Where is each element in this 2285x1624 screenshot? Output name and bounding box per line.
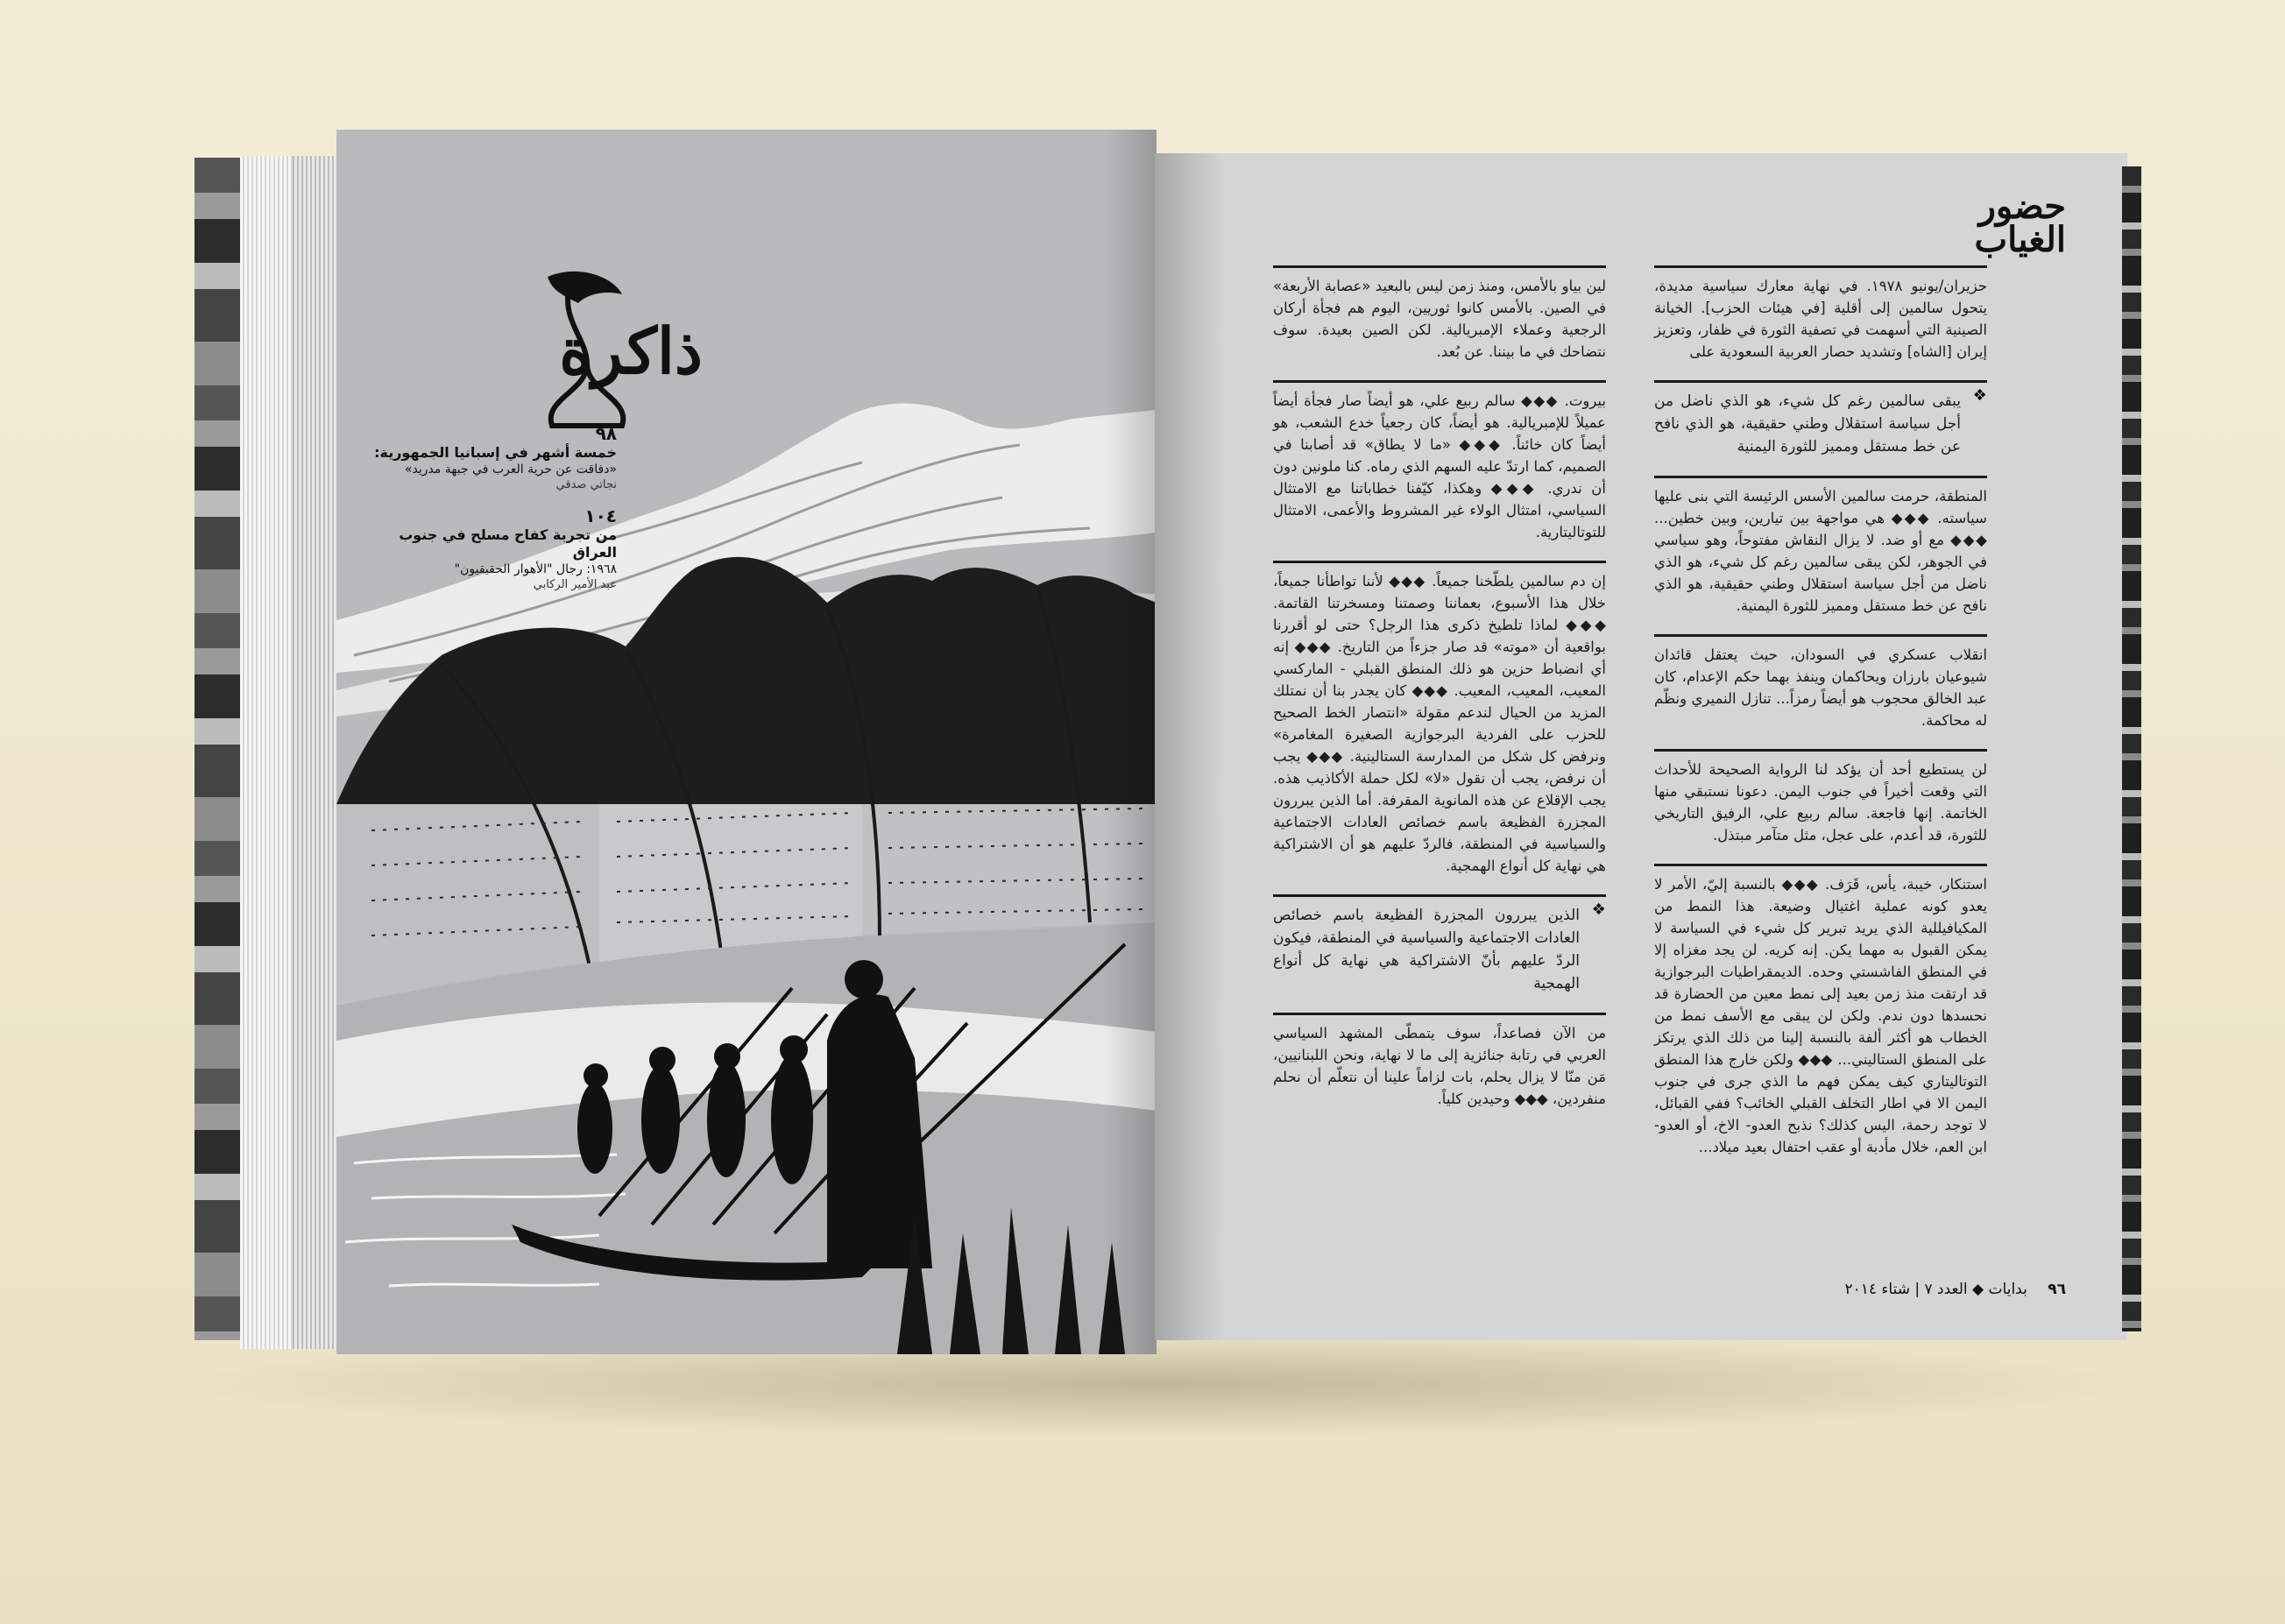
toc-subtitle: ١٩٦٨: رجال "الأهوار الحقيقيون" (454, 562, 617, 576)
right-page (1155, 153, 2127, 1340)
text-block (1654, 476, 1987, 617)
gutter-shadow (1155, 153, 1225, 1340)
toc-subtitle: «دفاقت عن حرية العرب في جبهة مدريد» (404, 462, 617, 477)
pull-quote (1654, 380, 1987, 458)
section-logo-text: ذاكرة (559, 314, 703, 388)
toc-author: عبد الأمير الركابي (533, 578, 617, 591)
toc-item[interactable] (354, 505, 617, 593)
text-block (1654, 634, 1987, 731)
section-title (1891, 186, 2066, 260)
toc-item[interactable] (354, 423, 617, 493)
quote-text: ❖ الذين يبررون المجزرة الفظيعة باسم خصائص العادات الاجتماعية والسياسية في المنطقة، فيكون الردّ عليهم بأنّ الاشتراكية هي نهاية كل أنواع الهمجية (1273, 907, 1580, 992)
toc-author: نجاتي صدقي (555, 478, 617, 491)
article-column-right (1654, 265, 1987, 1176)
paragraph: بيروت. ◆◆◆ سالم ربيع علي، هو أيضاً صار فجأة أيضاً عميلاً للإمبريالية. هو أيضاً، كان رجعياً خدع الشعب، هو أيضاً كان خائناً. ◆◆◆ «ما لا يطاق» قد أصابنا في الصميم، كما ارتدّ عليه السهم الذي رماه. كنا ملونين دون أن ندري. ◆◆◆ وهكذا، كيّفنا خطاباتنا مع الامتثال السياسي، امتثال الولاء غير المشروط والأعمى، الامتثال للتوتاليتارية. (1273, 392, 1606, 540)
text-block (1654, 265, 1987, 363)
text-block (1273, 561, 1606, 877)
paragraph: استنكار، خيبة، يأس، قَرَف. ◆◆◆ بالنسبة إليّ، الأمر لا يعدو كونه عملية اغتيال وضيعة. هذا النمط من المكيافيللية الذي يريد تبرير كل شيء في السياسة لا يمكن القبول به مهما يكن. إنه كريه. لن يجد مغزاه إلا في المنطق الفاشستي وحده. الديمقراطيات البرجوازية قد ارتقت منذ زمن بعيد إلى نمط معين من الحضارة قد نحسدها دون ندم. ولكن لن يبقى مع الأسف نمط من الخطاب هو أكثر ألفة بالنسبة إلينا من ذلك الذي يرتكز على المنطق الستاليني... ◆◆◆ ولكن خارج هذا المنطق التوتاليتاري كيف يمكن فهم ما الذي جرى في جنوب اليمن الا في اطار التخلف القبلي الخائب؟ ففي القبائل، لا توجد رحمة، اليس كذلك؟ نذبح العدو- الاخ، أو العدو- ابن العم، خلال مأدبة أو عقب احتفال بعيد ميلاد... (1654, 876, 1987, 1155)
page-footer (1844, 1281, 2066, 1298)
text-block (1273, 380, 1606, 543)
toc-title: من تجربة كفاح مسلح في جنوب العراق (399, 526, 617, 561)
left-page (336, 130, 1157, 1354)
table-of-contents (354, 423, 617, 605)
page-number: ٩٦ (2048, 1281, 2066, 1298)
text-block (1273, 265, 1606, 363)
pull-quote (1273, 894, 1606, 995)
toc-page-number: ٩٨ (595, 423, 617, 444)
quote-text: ❖ يبقى سالمين رغم كل شيء، هو الذي ناضل من أجل سياسة استقلال وطني حقيقية، هو الذي نافح عن خط مستقل ومميز للثورة اليمنية (1654, 392, 1961, 455)
toc-page-number: ١٠٤ (584, 505, 617, 526)
paragraph: حزيران/يونيو ١٩٧٨. في نهاية معارك سياسية مديدة، يتحول سالمين إلى أقلية [في هيئات الحزب]. الخيانة الصينية التي أسهمت في تصفية الثورة في ظفار، وتعزيز إيران [الشاه] وتشديد حصار العربية السعودية على (1654, 278, 1988, 360)
section-title-line2: الغياب (1974, 219, 2066, 260)
paragraph: لين بياو بالأمس، ومنذ زمن ليس بالبعيد «عصابة الأربعة» في الصين. بالأمس كانوا ثوريين، اليوم هم فجأة أركان الرجعية وعملاء الإمبريالية. لكن الصين بعيدة. سوف نتضاحك في ما بيننا. عن بُعد. (1273, 278, 1606, 360)
text-block (1654, 749, 1987, 846)
paragraph: من الآن فصاعداً، سوف يتمطّى المشهد السياسي العربي في رتابة جنائزية إلى ما لا نهاية، ونحن اللبنانيين، مَن منّا لا يزال يحلم، بات لزاماً علينا أن نتعلّم أن نحلم منفردين، ◆◆◆ وحيدين كلياً. (1273, 1025, 1606, 1107)
spine-shadow (1104, 130, 1157, 1354)
issue-info: بدايات ◆ العدد ٧ | شتاء ٢٠١٤ (1844, 1281, 2027, 1298)
page-stack-edge-inner (293, 156, 336, 1349)
text-block (1654, 864, 1987, 1158)
previous-page-photo-strip (195, 158, 240, 1340)
paragraph: المنطقة، حرمت سالمين الأسس الرئيسة التي بنى عليها سياسته. ◆◆◆ هي مواجهة بين تيارين، وبين خطين... ◆◆◆ مع أو ضد. لا يزال النقاش مفتوحاً، وهو سياسي في الجوهر، لكن يبقى سالمين رغم كل شيء، هو الذي ناضل من أجل سياسة استقلال وطني حقيقية، هو الذي نافح عن خط مستقل ومميز للثورة اليمنية. (1654, 488, 1987, 614)
paragraph: إن دم سالمين يلطّخنا جميعاً. ◆◆◆ لأننا تواطأنا جميعاً، خلال هذا الأسبوع، بعماننا وصمتنا ومسخرتنا القاتمة. ◆◆◆ لماذا تلطيخ ذكرى هذا الرجل؟ حتى لو أقررنا بواقعية أن «موته» قد صار جزءاً من التاريخ. ◆◆◆ إنه أي انضباط حزين هو ذلك المنطق القبلي - الماركسي المعيب، المعيب، المعيب. ◆◆◆ كان يجدر بنا أن نمتلك المزيد من الحيال لندعم مقولة «انتصار الخط الصحيح للحزب على الفردية البرجوازية الصغيرة المغامرة» ونرفض كل شكل من المدارسة الستالينية. ◆◆◆ يجب أن نرفض، يجب أن نقول «لا» لكل حملة الأكاذيب هذه. يجب الإقلاع عن هذه المانوية المقرفة. أما الذين يبررون المجزرة الفظيعة باسم خصائص العادات الاجتماعية والسياسية في المنطقة، فالردّ عليهم هو أن الاشتراكية هي نهاية كل أنواع الهمجية. (1273, 573, 1606, 874)
article-column-left (1273, 265, 1606, 1127)
toc-title: خمسة أشهر في إسبانيا الجمهورية: (374, 444, 617, 461)
paragraph: انقلاب عسكري في السودان، حيث يعتقل قائدان شيوعيان بارزان ويحاكمان وينفذ بهما حكم الإعدام، كان عبد الخالق محجوب هو أيضاً رمزاً... تنازل النميري ونظّم له محاكمة. (1654, 646, 1987, 729)
paragraph: لن يستطيع أحد أن يؤكد لنا الرواية الصحيحة للأحداث التي وقعت أخيراً في جنوب اليمن. دعونا نستبقي منها الخاتمة. إنها فاجعة. سالم ربيع علي، الرفيق التاريخي للثورة، قد أعدم، على عجل، مثل متآمر مبتذل. (1654, 761, 1987, 844)
section-title-line1: حضور (1978, 186, 2066, 227)
text-block (1273, 1013, 1606, 1110)
next-page-edge-strip (2122, 166, 2141, 1331)
